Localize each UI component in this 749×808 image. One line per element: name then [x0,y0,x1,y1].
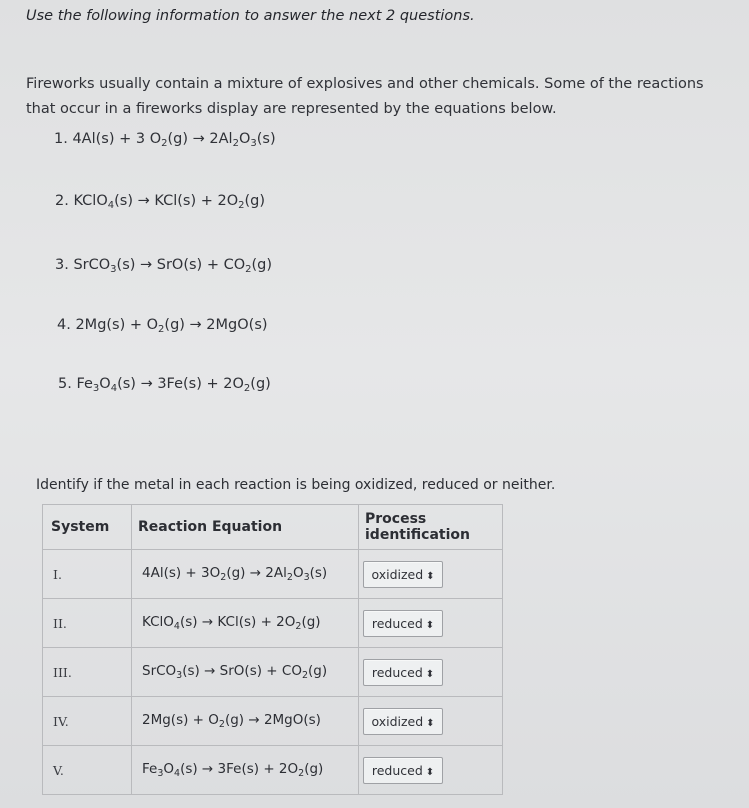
equation-4: 4. $2Mg(s) + O_2(g) \to 2MgO(s)$ [57,317,268,335]
system-label: II. [43,599,132,648]
equation-3: 3. SrCO$_3$(s) → $SrO(s) + CO_2(g)$ [55,257,273,275]
equation-number: 2. [55,193,69,209]
equation-5: 5. $Fe_3O_4(s) \to 3Fe(s) + 2O_2(g)$ [58,376,271,394]
system-label: IV. [43,697,132,746]
equation-number: 1. [54,131,68,147]
up-down-chevron-icon: ⬍ [425,619,435,631]
process-select-1[interactable]: oxidized ⬍ [363,561,443,588]
up-down-chevron-icon: ⬍ [425,766,435,778]
table-row [43,648,503,697]
process-table [42,504,503,795]
up-down-chevron-icon: ⬍ [426,717,435,729]
equation-number: 5. [58,376,72,392]
equation-number: 3. [55,257,69,273]
equation-2: 2. KClO$_4$(s) → $KCl(s) + 2O_2(g)$ [55,193,266,211]
fireworks-paragraph: Fireworks usually contain a mixture of explosives and other chemicals. Some of the reactions that occur in a fireworks display are represented by the equations below. [26,76,704,117]
table-row [43,697,503,746]
table-header-row [43,505,503,550]
reaction-equation: $4Al(s) + 3O_2(g) \to 2Al_2O_3(s)$ [132,550,359,599]
equation-1: 1. 4Al(s) + 3 $O_2(g) \to 2Al_2O_3(s)$ [54,131,276,149]
system-label: III. [43,648,132,697]
reaction-equation: KClO$_4$(s) → $KCl(s) + 2O_2(g)$ [132,599,359,648]
header-system: System [43,505,132,550]
process-select-4[interactable]: oxidized ⬍ [363,708,443,735]
table-row [43,550,503,599]
header-process: Process identification [359,505,503,550]
reaction-equation: $Fe_3O_4(s) \to 3Fe(s) + 2O_2(g)$ [132,746,359,795]
up-down-chevron-icon: ⬍ [425,668,435,680]
table-row [43,599,503,648]
system-label: V. [43,746,132,795]
reaction-equation: $2Mg(s) + O_2(g) \to 2MgO(s)$ [132,697,359,746]
table-row [43,746,503,795]
up-down-chevron-icon: ⬍ [426,570,435,582]
process-select-3[interactable]: reduced ⬍ [363,659,443,686]
system-label: I. [43,550,132,599]
header-reaction: Reaction Equation [132,505,359,550]
instructions-text: Use the following information to answer the next 2 questions. [26,8,475,24]
process-select-5[interactable]: reduced ⬍ [363,757,443,784]
identify-prompt: Identify if the metal in each reaction is being oxidized, reduced or neither. [36,477,556,493]
process-select-2[interactable]: reduced ⬍ [363,610,443,637]
reaction-equation: SrCO$_3$(s) → $SrO(s) + CO_2(g)$ [132,648,359,697]
equation-number: 4. [57,317,71,333]
